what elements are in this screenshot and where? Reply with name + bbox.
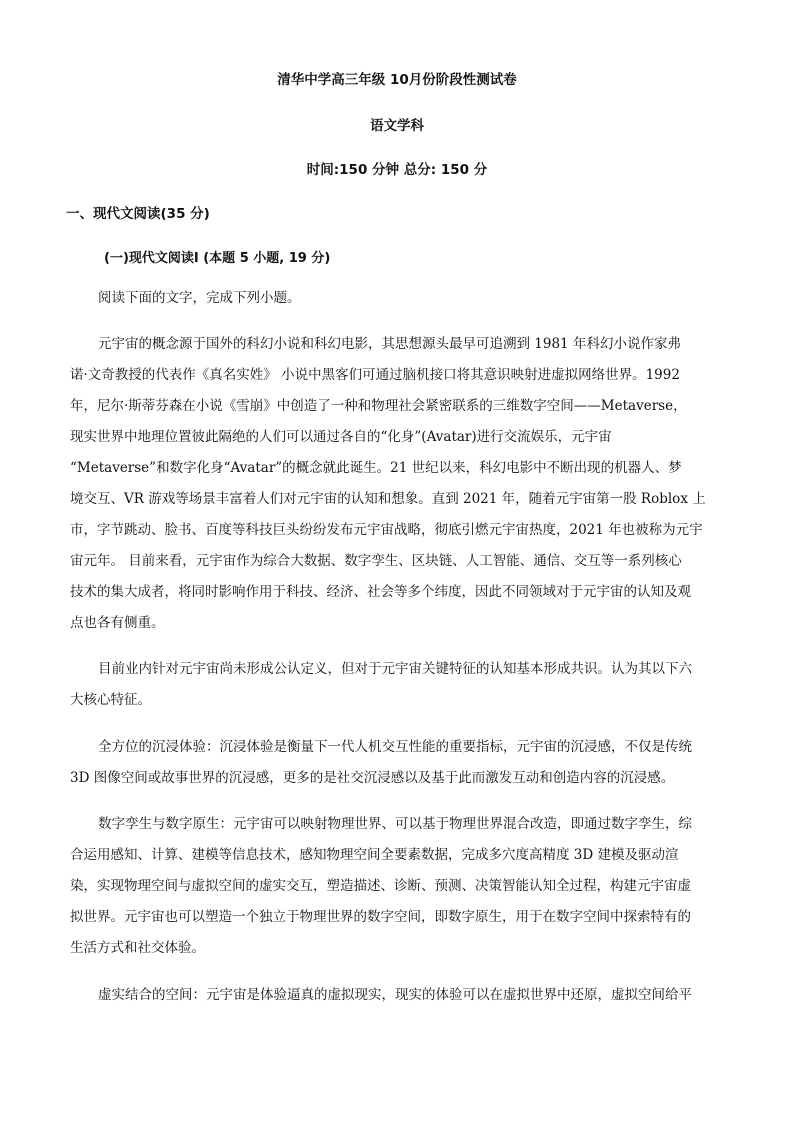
paragraph-line: “Metaverse”和数字化身“Avatar”的概念就此诞生。21 世纪以来，科幻电影中不断出现的机器人、梦 [70,460,682,476]
paragraph-consensus [70,654,720,716]
paragraph-immersion [70,732,720,794]
instruction-paragraph [70,283,720,314]
paragraph-line: 大核心特征。 [70,692,151,708]
instruction-text: 阅读下面的文字，完成下列小题。 [98,290,301,306]
paragraph-line: 点也各有侧重。 [70,615,165,631]
exam-title: 清华中学高三年级 10月份阶段性测试卷 [277,72,517,88]
paragraph-line: 宙元年。 目前来看，元宇宙作为综合大数据、数字孪生、区块链、人工智能、通信、交互等一系列核心 [70,553,682,569]
paragraph-line: 染，实现物理空间与虚拟空间的虚实交互，塑造描述、诊断、预测、决策智能认知全过程，构建元宇宙虚 [70,878,691,894]
paragraph-line: 生活方式和社交体验。 [70,940,205,956]
paragraph-origin [70,329,720,639]
paragraph-line: 全方位的沉浸体验：沉浸体验是衡量下一代人机交互性能的重要指标，元宇宙的沉浸感，不仅是传统 [98,739,692,755]
paragraph-line: 虚实结合的空间：元宇宙是体验逼真的虚拟现实，现实的体验可以在虚拟世界中还原，虚拟空间给平 [98,987,692,1003]
subject-title: 语文学科 [370,118,424,134]
time-score-line: 时间:150 分钟 总分: 150 分 [306,162,488,178]
paragraph-digital-twin [70,809,720,964]
paragraph-virtual-real [70,980,720,1011]
paragraph-line: 年，尼尔·斯蒂芬森在小说《雪崩》中创造了一种和物理社会紧密联系的三维数字空间——Metaverse， [70,398,687,414]
paragraph-line: 现实世界中地理位置彼此隔绝的人们可以通过各自的“化身”(Avatar)进行交流娱乐，元宇宙 [70,429,612,445]
paragraph-line: 3D 图像空间或故事世界的沉浸感，更多的是社交沉浸感以及基于此而激发互动和创造内容的沉浸感。 [70,770,675,786]
paragraph-line: 合运用感知、计算、建模等信息技术，感知物理空间全要素数据，完成多穴度高精度 3D 建模及驱动渲 [70,847,679,863]
paragraph-line: 数字孪生与数字原生：元宇宙可以映射物理世界、可以基于物理世界混合改造，即通过数字孪生，综 [98,816,692,832]
paragraph-line: 元宇宙的概念源于国外的科幻小说和科幻电影，其思想源头最早可追溯到 1981 年科幻小说作家弗 [98,336,681,352]
paragraph-line: 市，字节跳动、脸书、百度等科技巨头纷纷发布元宇宙战略，彻底引燃元宇宙热度，2021 年也被称为元宇 [70,522,703,538]
paragraph-line: 拟世界。元宇宙也可以塑造一个独立于物理世界的数字空间，即数字原生，用于在数字空间中探索特有的 [70,909,691,925]
paragraph-line: 目前业内针对元宇宙尚未形成公认定义，但对于元宇宙关键特征的认知基本形成共识。认为其以下六 [98,661,692,677]
paragraph-line: 技术的集大成者，将同时影响作用于科技、经济、社会等多个纬度，因此不同领域对于元宇宙的认知及观 [70,584,691,600]
section-subheading: (一)现代文阅读Ⅰ (本题 5 小题, 19 分) [104,251,331,266]
section-heading: 一、现代文阅读(35 分) [66,206,210,222]
paragraph-line: 境交互、VR 游戏等场景丰富着人们对元宇宙的认知和想象。直到 2021 年，随着元宇宙第一股 Roblox 上 [70,491,706,507]
paragraph-line: 诺·文奇教授的代表作《真名实姓》 小说中黑客们可通过脑机接口将其意识映射进虚拟网络世界。1992 [70,367,680,383]
